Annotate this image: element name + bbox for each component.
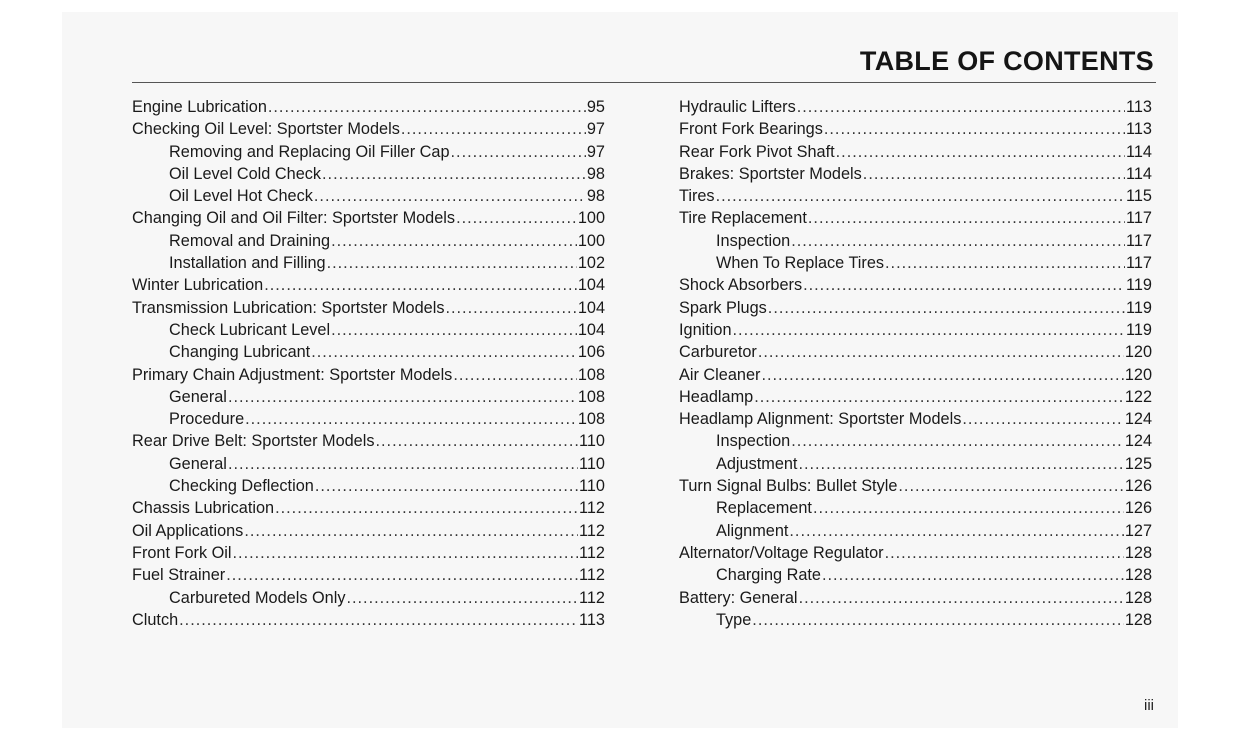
toc-entry-label: Checking Oil Level: Sportster Models: [132, 120, 400, 139]
dot-leader: [716, 185, 1125, 207]
toc-entry-page: 115: [1126, 187, 1152, 206]
toc-subentry[interactable]: [132, 386, 605, 408]
toc-entry-label: Chassis Lubrication: [132, 499, 275, 518]
toc-entry-label: Procedure: [169, 410, 245, 429]
dot-leader: [761, 364, 1123, 386]
dot-leader: [315, 475, 578, 497]
dot-leader: [885, 252, 1125, 274]
toc-entry-label: Inspection: [716, 231, 791, 250]
toc-entry-label: Replacement: [716, 499, 812, 518]
dot-leader: [824, 118, 1125, 140]
toc-entry-page: 113: [579, 610, 605, 629]
toc-subentry[interactable]: [679, 252, 1152, 274]
toc-entry-label: When To Replace Tires: [716, 254, 885, 273]
dot-leader: [885, 542, 1124, 564]
toc-entry-page: 117: [1126, 231, 1152, 250]
toc-entry-label: Rear Fork Pivot Shaft: [679, 142, 835, 161]
dot-leader: [451, 141, 586, 163]
toc-entry-label: Shock Absorbers: [679, 276, 803, 295]
dot-leader: [798, 453, 1123, 475]
toc-entry-page: 126: [1124, 477, 1152, 496]
toc-entry-page: 108: [577, 387, 605, 406]
toc-subentry[interactable]: [132, 230, 605, 252]
toc-entry-page: 120: [1124, 365, 1152, 384]
dot-leader: [791, 230, 1125, 252]
toc-entry[interactable]: [679, 587, 1152, 609]
toc-entry[interactable]: [679, 319, 1152, 341]
toc-subentry[interactable]: [132, 475, 605, 497]
dot-leader: [275, 497, 578, 519]
toc-entry-page: 124: [1124, 410, 1152, 429]
toc-left-column: [132, 96, 605, 631]
toc-entry-page: 119: [1126, 276, 1152, 295]
dot-leader: [244, 520, 578, 542]
toc-subentry[interactable]: [679, 564, 1152, 586]
toc-entry-page: 117: [1126, 254, 1152, 273]
toc-entry-page: 112: [579, 566, 605, 585]
toc-entry[interactable]: [132, 542, 605, 564]
toc-entry[interactable]: [132, 609, 605, 631]
toc-subentry[interactable]: [132, 141, 605, 163]
toc-entry-label: Changing Oil and Oil Filter: Sportster Models: [132, 209, 456, 228]
toc-entry-page: 128: [1124, 543, 1152, 562]
toc-entry-label: Front Fork Bearings: [679, 120, 823, 139]
toc-entry-page: 97: [586, 142, 605, 161]
toc-entry[interactable]: [132, 118, 605, 140]
toc-entry-label: Carbureted Models Only: [169, 588, 346, 607]
dot-leader: [898, 475, 1123, 497]
toc-entry-label: Clutch: [132, 610, 179, 629]
toc-entry-page: 112: [579, 543, 605, 562]
toc-right-column: [679, 96, 1152, 631]
toc-entry-label: Hydraulic Lifters: [679, 98, 796, 116]
toc-entry-page: 110: [579, 454, 605, 473]
dot-leader: [226, 564, 578, 586]
toc-entry[interactable]: [679, 274, 1152, 296]
toc-entry-label: Oil Level Cold Check: [169, 164, 322, 183]
toc-entry-label: Brakes: Sportster Models: [679, 164, 862, 183]
toc-entry-page: 113: [1126, 98, 1152, 116]
toc-subentry[interactable]: [132, 252, 605, 274]
toc-subentry[interactable]: [679, 497, 1152, 519]
toc-entry-label: Transmission Lubrication: Sportster Models: [132, 298, 445, 317]
dot-leader: [311, 341, 577, 363]
toc-entry-label: Engine Lubrication: [132, 98, 267, 116]
toc-entry-page: 102: [577, 254, 605, 273]
toc-entry-label: General: [169, 454, 227, 473]
toc-entry-label: Inspection: [716, 432, 791, 451]
toc-entry-page: 126: [1124, 499, 1152, 518]
toc-entry-label: Installation and Filling: [169, 254, 326, 273]
dot-leader: [797, 96, 1125, 118]
dot-leader: [813, 497, 1124, 519]
toc-entry-page: 108: [577, 365, 605, 384]
dot-leader: [752, 609, 1124, 631]
toc-subentry[interactable]: [132, 587, 605, 609]
dot-leader: [453, 364, 577, 386]
toc-entry-page: 106: [577, 343, 605, 362]
dot-leader: [327, 252, 577, 274]
toc-entry-page: 104: [577, 298, 605, 317]
toc-entry-page: 114: [1126, 142, 1152, 161]
toc-entry-page: 98: [586, 187, 605, 206]
toc-entry[interactable]: [132, 497, 605, 519]
toc-entry[interactable]: [679, 96, 1152, 118]
dot-leader: [322, 163, 586, 185]
toc-entry-page: 117: [1126, 209, 1152, 228]
toc-entry-label: Adjustment: [716, 454, 798, 473]
toc-subentry[interactable]: [132, 185, 605, 207]
dot-leader: [268, 96, 586, 118]
dot-leader: [228, 453, 578, 475]
dot-leader: [376, 430, 579, 452]
toc-entry-label: Carburetor: [679, 343, 757, 362]
dot-leader: [799, 587, 1124, 609]
toc-entry-page: 127: [1124, 521, 1152, 540]
toc-entry-label: Fuel Strainer: [132, 566, 226, 585]
toc-entry-page: 128: [1124, 588, 1152, 607]
title-divider: [132, 82, 1156, 83]
toc-entry-label: Check Lubricant Level: [169, 320, 331, 339]
toc-entry-label: Spark Plugs: [679, 298, 767, 317]
toc-entry-page: 112: [579, 521, 605, 540]
toc-entry-label: Removal and Draining: [169, 231, 331, 250]
toc-entry-page: 108: [577, 410, 605, 429]
toc-subentry[interactable]: [132, 408, 605, 430]
toc-entry[interactable]: [679, 542, 1152, 564]
dot-leader: [228, 386, 577, 408]
toc-entry-page: 112: [579, 588, 605, 607]
toc-subentry[interactable]: [679, 430, 1152, 452]
toc-entry-label: Alignment: [716, 521, 789, 540]
dot-leader: [836, 141, 1125, 163]
dot-leader: [179, 609, 578, 631]
toc-entry[interactable]: [679, 341, 1152, 363]
toc-entry-page: 104: [577, 320, 605, 339]
toc-entry-page: 113: [1126, 120, 1152, 139]
toc-entry-label: Headlamp Alignment: Sportster Models: [679, 410, 962, 429]
toc-subentry[interactable]: [132, 453, 605, 475]
dot-leader: [401, 118, 586, 140]
toc-entry[interactable]: [679, 408, 1152, 430]
dot-leader: [233, 542, 579, 564]
dot-leader: [863, 163, 1125, 185]
toc-entry-page: 122: [1124, 387, 1152, 406]
toc-entry-page: 97: [586, 120, 605, 139]
toc-entry-page: 112: [579, 499, 605, 518]
dot-leader: [758, 341, 1124, 363]
toc-entry[interactable]: [679, 141, 1152, 163]
dot-leader: [791, 430, 1124, 452]
toc-entry-label: Headlamp: [679, 387, 754, 406]
dot-leader: [808, 207, 1125, 229]
dot-leader: [789, 520, 1123, 542]
toc-entry-label: Alternator/Voltage Regulator: [679, 543, 884, 562]
toc-entry-label: Checking Deflection: [169, 477, 314, 496]
toc-entry-page: 120: [1124, 343, 1152, 362]
dot-leader: [445, 297, 576, 319]
toc-entry[interactable]: [679, 475, 1152, 497]
toc-subentry[interactable]: [679, 453, 1152, 475]
toc-entry-page: 119: [1126, 298, 1152, 317]
toc-subentry[interactable]: [132, 163, 605, 185]
toc-entry-label: General: [169, 387, 227, 406]
toc-subentry[interactable]: [679, 230, 1152, 252]
toc-entry[interactable]: [132, 274, 605, 296]
dot-leader: [822, 564, 1124, 586]
toc-entry-label: Air Cleaner: [679, 365, 761, 384]
dot-leader: [456, 207, 577, 229]
toc-entry-label: Type: [716, 610, 752, 629]
dot-leader: [314, 185, 586, 207]
toc-entry[interactable]: [679, 185, 1152, 207]
toc-entry-page: 128: [1124, 566, 1152, 585]
dot-leader: [331, 319, 577, 341]
toc-entry-label: Primary Chain Adjustment: Sportster Models: [132, 365, 453, 384]
toc-entry[interactable]: [132, 207, 605, 229]
toc-entry-page: 110: [579, 477, 605, 496]
toc-subentry[interactable]: [132, 319, 605, 341]
toc-entry-label: Oil Level Hot Check: [169, 187, 313, 206]
toc-entry-label: Changing Lubricant: [169, 343, 311, 362]
dot-leader: [346, 587, 578, 609]
toc-entry-label: Removing and Replacing Oil Filler Cap: [169, 142, 450, 161]
toc-entry[interactable]: [679, 163, 1152, 185]
toc-entry-label: Oil Applications: [132, 521, 244, 540]
dot-leader: [803, 274, 1125, 296]
toc-entry-page: 95: [586, 98, 605, 116]
dot-leader: [962, 408, 1123, 430]
dot-leader: [768, 297, 1125, 319]
toc-subentry[interactable]: [679, 609, 1152, 631]
toc-entry[interactable]: [679, 118, 1152, 140]
toc-entry-page: 119: [1126, 320, 1152, 339]
toc-entry-page: 100: [577, 209, 605, 228]
toc-entry[interactable]: [132, 96, 605, 118]
toc-entry-label: Winter Lubrication: [132, 276, 264, 295]
dot-leader: [733, 319, 1126, 341]
toc-entry-label: Front Fork Oil: [132, 543, 232, 562]
toc-entry-label: Battery: General: [679, 588, 798, 607]
page-number: iii: [1144, 697, 1154, 714]
dot-leader: [245, 408, 577, 430]
toc-entry[interactable]: [132, 430, 605, 452]
toc-entry-label: Rear Drive Belt: Sportster Models: [132, 432, 375, 451]
toc-entry[interactable]: [132, 520, 605, 542]
toc-subentry[interactable]: [679, 520, 1152, 542]
dot-leader: [754, 386, 1124, 408]
toc-entry-page: 104: [577, 276, 605, 295]
dot-leader: [264, 274, 577, 296]
toc-entry-page: 128: [1124, 610, 1152, 629]
toc-entry[interactable]: [132, 564, 605, 586]
toc-entry[interactable]: [679, 364, 1152, 386]
toc-entry-page: 125: [1124, 454, 1152, 473]
dot-leader: [331, 230, 577, 252]
document-page: [62, 12, 1178, 728]
toc-entry[interactable]: [132, 297, 605, 319]
toc-entry-label: Tires: [679, 187, 715, 206]
toc-entry[interactable]: [679, 297, 1152, 319]
toc-entry-page: 98: [586, 164, 605, 183]
toc-entry[interactable]: [132, 364, 605, 386]
toc-entry-page: 100: [577, 231, 605, 250]
toc-entry-page: 124: [1124, 432, 1152, 451]
toc-entry-label: Ignition: [679, 320, 732, 339]
toc-entry[interactable]: [679, 386, 1152, 408]
toc-entry-page: 114: [1126, 164, 1152, 183]
toc-entry[interactable]: [679, 207, 1152, 229]
page-title: TABLE OF CONTENTS: [859, 46, 1154, 76]
toc-entry-label: Tire Replacement: [679, 209, 807, 228]
toc-entry-label: Charging Rate: [716, 566, 821, 585]
toc-entry-label: Turn Signal Bulbs: Bullet Style: [679, 477, 898, 496]
toc-entry-page: 110: [579, 432, 605, 451]
toc-subentry[interactable]: [132, 341, 605, 363]
